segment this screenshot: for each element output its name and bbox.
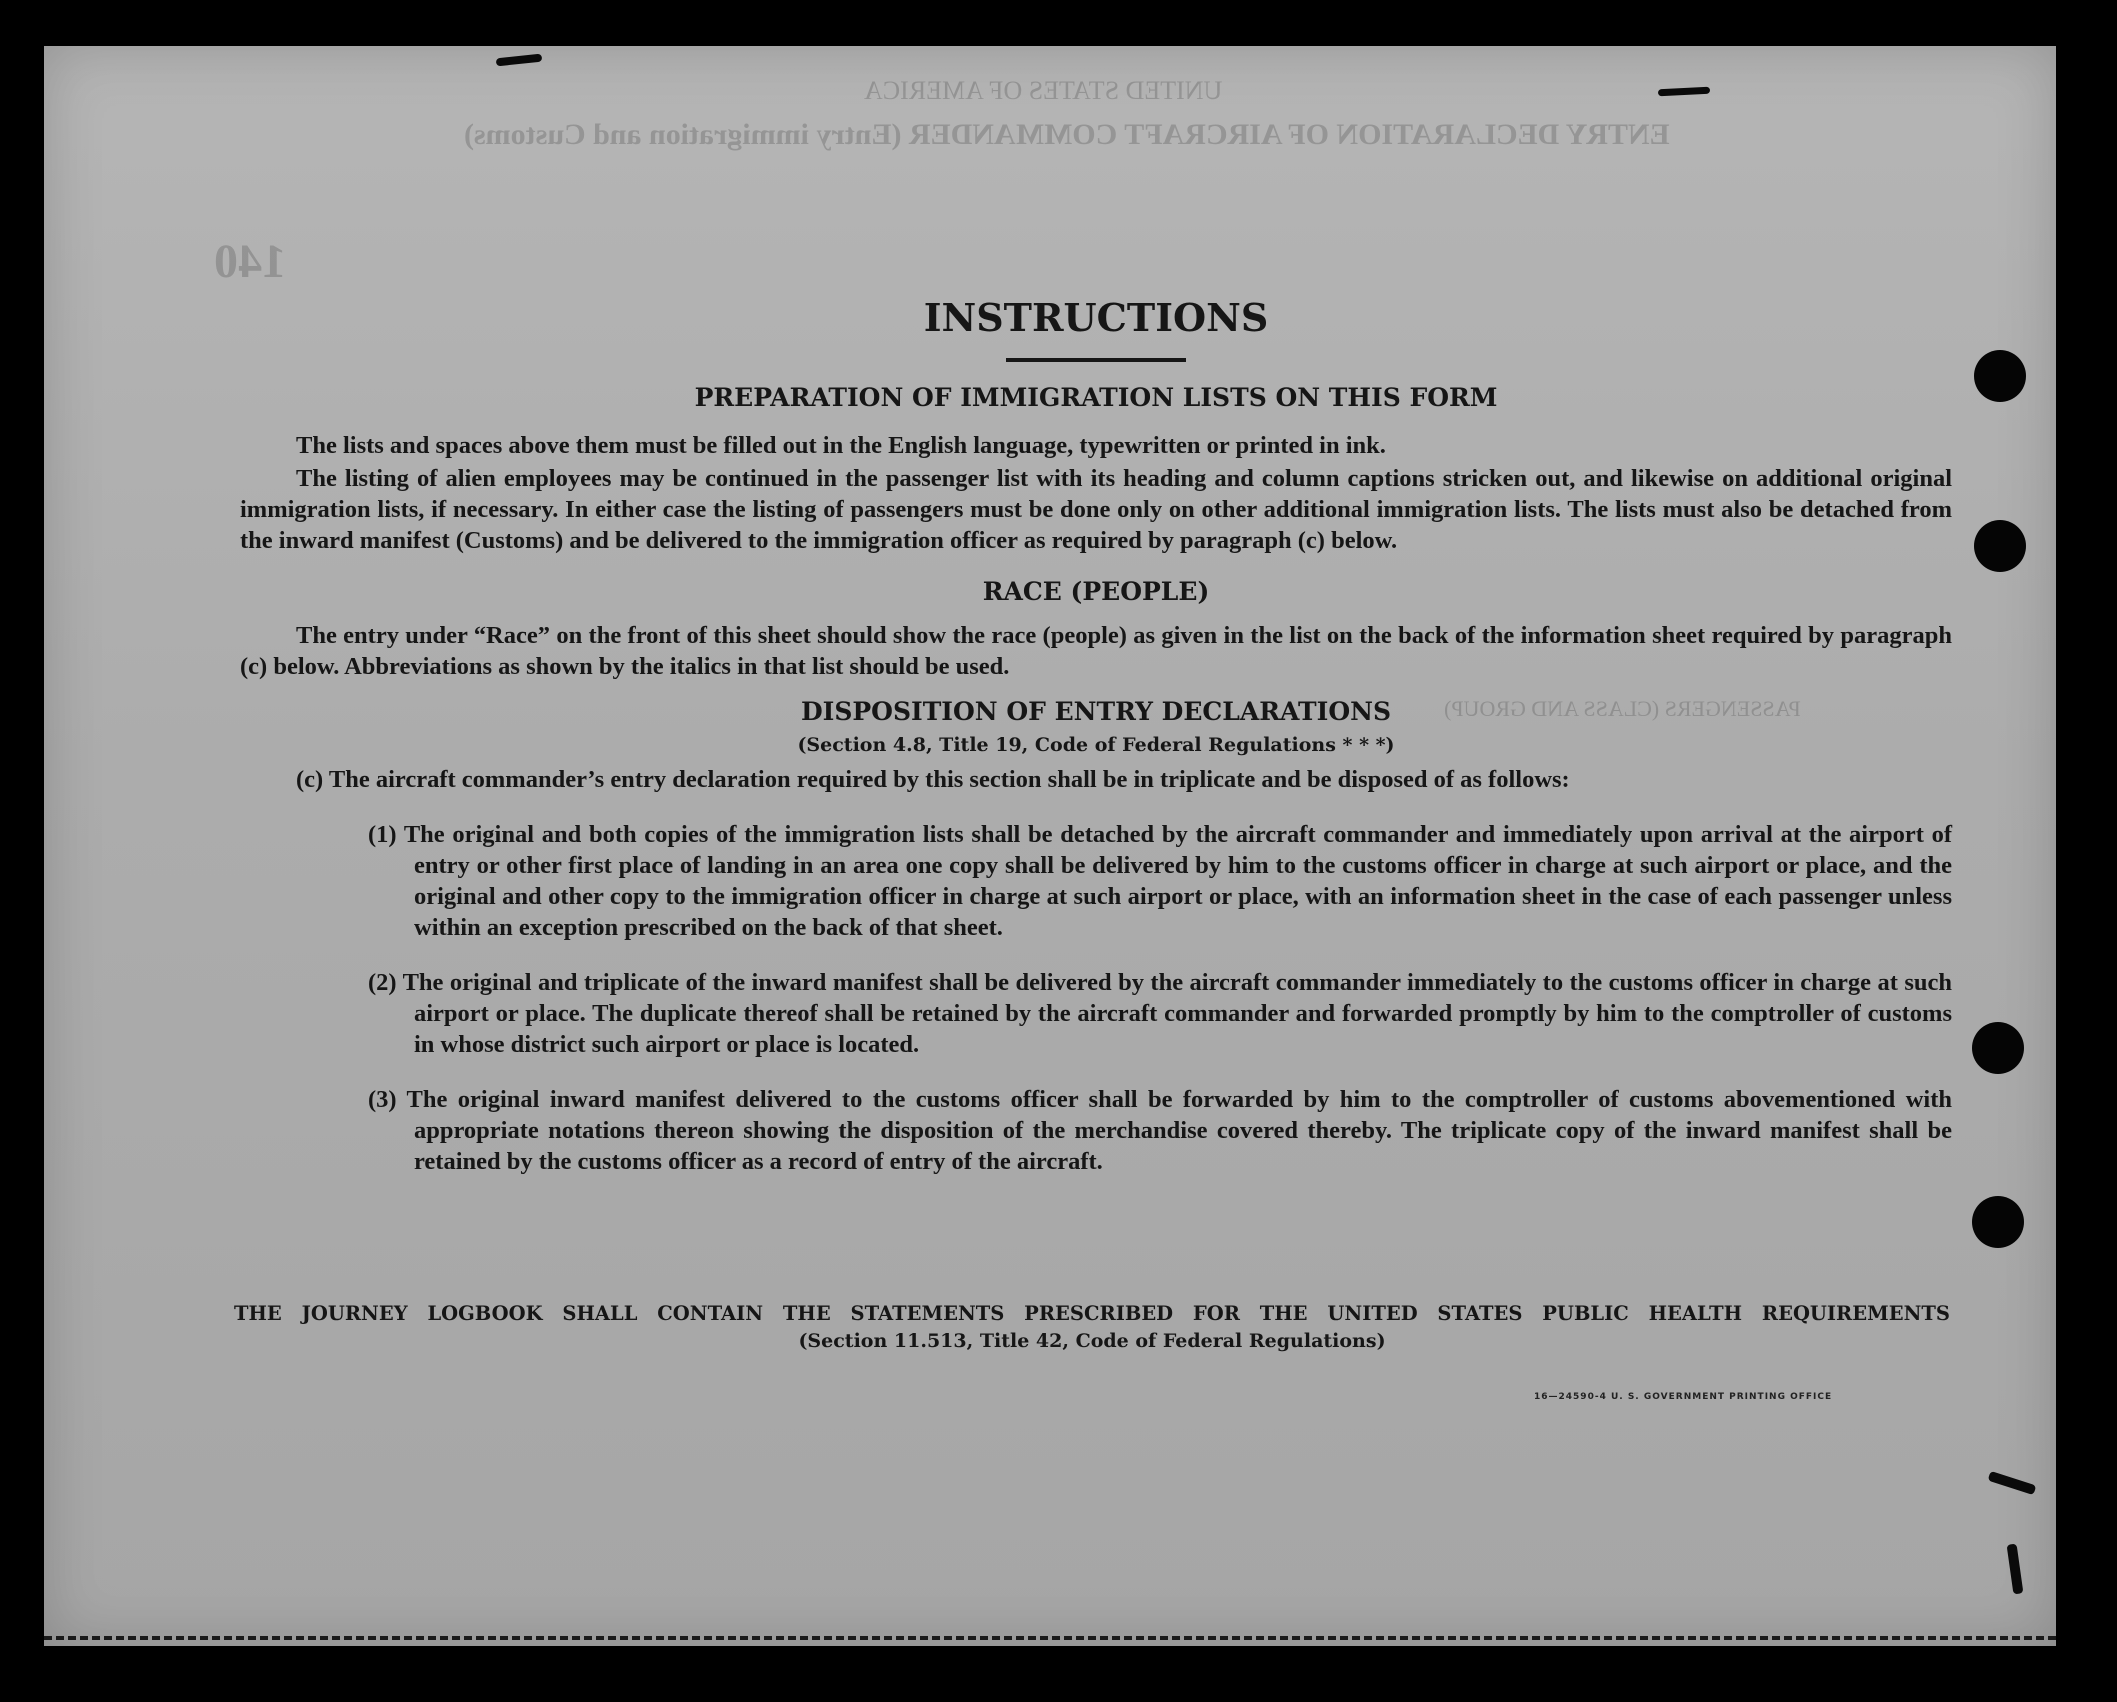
paragraph-alien-employees: The listing of alien employees may be continued in the passenger list with its heading and column captions stricken out, and likewise on additional original immigration lists, if necessary. In either case the listing of passengers must be done only on other additional immigration lists. The lists must also be detached from the inward manifest (Customs) and be delivered to the immigration officer as required by paragraph (c) below. xyxy=(240,465,1952,554)
punch-hole-1 xyxy=(1974,350,2026,402)
staple-mark-top-left xyxy=(496,54,543,67)
paragraph-c-intro: (c) The aircraft commander’s entry declaration required by this section shall be in triplicate and be disposed of as follows: xyxy=(296,766,1570,793)
list-item-3: (3) The original inward manifest delivered to the customs officer shall be forwarded by him to the comptroller of customs abovementioned with appropriate notations thereon showing the disposition of the merchandise covered thereby. The triplicate copy of the inward manifest shall be retained by the customs officer as a record of entry of the aircraft. xyxy=(368,1086,1952,1175)
section-heading-disposition: DISPOSITION OF ENTRY DECLARATIONS xyxy=(800,697,1392,726)
list-item-2: (2) The original and triplicate of the inward manifest shall be delivered by the aircraft commander immediately to the customs officer in charge at such airport or place. The duplicate thereof shall be retained by the aircraft commander and forwarded promptly by him to the comptroller of customs in whose district such airport or place is located. xyxy=(368,969,1952,1058)
perforated-edge xyxy=(44,1636,2056,1646)
document-sheet xyxy=(44,46,2056,1646)
punch-hole-4 xyxy=(1972,1196,2024,1248)
section-citation: (Section 4.8, Title 19, Code of Federal Regulations * * *) xyxy=(797,734,1395,756)
bleed-through-line-1: UNITED STATES OF AMERICA xyxy=(864,76,1223,105)
punch-hole-2 xyxy=(1974,520,2026,572)
section-heading-preparation: PREPARATION OF IMMIGRATION LISTS ON THIS FORM xyxy=(694,383,1498,412)
bleed-through-line-2: ENTRY DECLARATION OF AIRCRAFT COMMANDER (Entry immigration and Customs) xyxy=(464,118,1670,151)
printing-office-note: 16—24590-4 U. S. GOVERNMENT PRINTING OFFICE xyxy=(1534,1392,1833,1402)
staple-mark-top-right xyxy=(1658,87,1710,97)
public-health-citation: (Section 11.513, Title 42, Code of Federal Regulations) xyxy=(798,1330,1386,1352)
page-title: INSTRUCTIONS xyxy=(923,295,1269,340)
section-heading-race: RACE (PEOPLE) xyxy=(982,577,1210,606)
clip-mark-bottom-right xyxy=(1988,1471,2037,1495)
instructions-body xyxy=(240,246,1952,1177)
bleed-through-number: 140 xyxy=(214,235,286,288)
bleed-through-line-3: PASSENGERS (CLASS AND GROUP) xyxy=(1444,696,1801,721)
title-underline xyxy=(1006,358,1186,362)
paragraph-race-entry: The entry under “Race” on the front of this sheet should show the race (people) as given in the list on the back of the information sheet required by paragraph (c) below. Abbreviations as shown by the italics in that list should be used. xyxy=(240,622,1952,680)
paragraph-language: The lists and spaces above them must be filled out in the English language, typewritten or printed in ink. xyxy=(296,432,1386,459)
list-item-1: (1) The original and both copies of the immigration lists shall be detached by the aircraft commander and immediately upon arrival at the airport of entry or other first place of landing in an area one copy shall be delivered by him to the customs officer in charge at such airport or place, and the original and other copy to the immigration officer in charge at such airport or place, with an information sheet in the case of each passenger unless within an exception prescribed on the back of that sheet. xyxy=(368,821,1952,941)
public-health-statement: THE JOURNEY LOGBOOK SHALL CONTAIN THE STATEMENTS PRESCRIBED FOR THE UNITED STATES PUBLIC HEALTH REQUIREMENTS xyxy=(234,1302,1950,1325)
clip-mark-bottom-right-2 xyxy=(2007,1544,2024,1595)
punch-hole-3 xyxy=(1972,1022,2024,1074)
